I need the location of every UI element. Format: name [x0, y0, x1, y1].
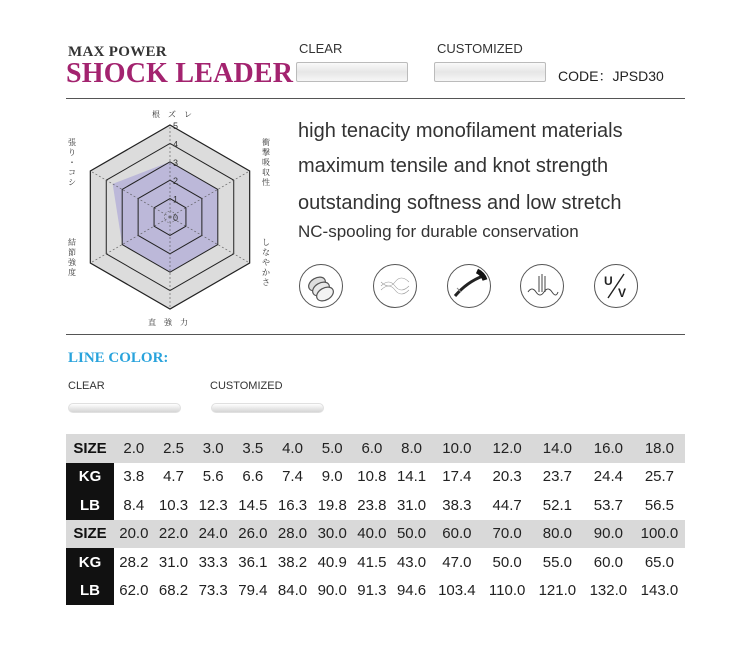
spec-kg-cell: 5.6 [202, 468, 224, 486]
spec-lb-cell: 53.7 [593, 496, 623, 514]
spec-kg-cell: 4.7 [163, 468, 184, 486]
spec-size-cell: 10.0 [431, 434, 482, 463]
clear-option-label: CLEAR [299, 41, 343, 56]
svg-text:吸: 吸 [262, 158, 270, 167]
radar-tick-label: 1 [173, 194, 179, 205]
svg-text:収: 収 [262, 168, 270, 177]
svg-text:衝: 衝 [262, 138, 270, 147]
radar-tick-label: 4 [173, 139, 179, 150]
svg-text:な: な [262, 248, 270, 257]
spec-kg-cell: 14.1 [396, 468, 427, 486]
radar-axis-label [262, 238, 270, 287]
customized-option-label: CUSTOMIZED [437, 41, 523, 56]
spec-table [66, 434, 685, 605]
svg-text:強: 強 [68, 258, 76, 267]
spec-lb-cell: 56.5 [644, 496, 675, 514]
spec-lb-cell: 14.5 [238, 496, 268, 514]
spec-lb-cell: 121.0 [538, 582, 577, 600]
spec-lb-cell: 44.7 [492, 496, 522, 514]
spec-kg-cell: 38.2 [277, 553, 308, 571]
feature-line-2: maximum tensile and knot strength [298, 155, 609, 177]
feature-line-1: high tenacity monofilament materials [298, 120, 623, 142]
feature-line-3: outstanding softness and low stretch [298, 192, 622, 214]
spec-size-cell: 12.0 [482, 434, 532, 463]
radar-axis-label: 根 ズ レ [152, 110, 192, 119]
spec-lb-cell: 52.1 [542, 496, 572, 514]
spec-size-header: SIZE [66, 520, 114, 549]
svg-text:シ: シ [68, 178, 76, 187]
spec-size-cell: 26.0 [233, 520, 273, 549]
svg-text:・: ・ [68, 158, 76, 167]
spec-kg-cell: 40.9 [317, 553, 347, 571]
spec-size-cell: 22.0 [154, 520, 194, 549]
softness-icon [373, 264, 417, 308]
spec-lb-cell: 16.3 [277, 496, 308, 514]
spec-size-cell: 90.0 [583, 520, 634, 549]
spec-lb-cell: 103.4 [438, 582, 476, 600]
spec-size-cell: 6.0 [352, 434, 392, 463]
spec-size-cell: 24.0 [193, 520, 233, 549]
svg-text:節: 節 [68, 248, 76, 257]
svg-text:さ: さ [262, 278, 270, 287]
spec-kg-cell: 41.5 [357, 553, 387, 571]
spec-lb-cell: 110.0 [488, 582, 526, 600]
svg-text:り: り [68, 148, 76, 157]
svg-text:度: 度 [68, 268, 76, 277]
line-color-clear-label: CLEAR [68, 380, 105, 392]
spec-lb-cell: 10.3 [158, 496, 189, 514]
spec-lb-cell: 31.0 [396, 496, 427, 514]
spec-kg-cell: 23.7 [542, 468, 572, 486]
spec-kg-row [66, 463, 685, 492]
svg-text:結: 結 [68, 238, 76, 247]
spec-kg-header: KG [66, 548, 114, 577]
spec-size-cell: 4.0 [273, 434, 313, 463]
radar-tick-label: 0 [173, 213, 179, 223]
spec-kg-cell: 9.0 [321, 468, 343, 486]
performance-radar-chart [60, 105, 280, 330]
spec-size-row [66, 520, 685, 549]
feature-line-4: NC-spooling for durable conservation [298, 222, 579, 241]
spec-lb-cell: 73.3 [198, 582, 228, 600]
spec-kg-cell: 20.3 [492, 468, 522, 486]
spec-kg-cell: 25.7 [644, 468, 675, 486]
spec-size-cell: 50.0 [392, 520, 432, 549]
svg-text:撃: 撃 [262, 148, 270, 157]
radar-tick-label: 2 [173, 176, 179, 187]
spec-kg-cell: 36.1 [238, 553, 268, 571]
customized-spool-swatch[interactable] [434, 62, 546, 82]
spec-lb-row [66, 491, 685, 520]
spec-kg-cell: 17.4 [442, 468, 472, 486]
spec-lb-cell: 62.0 [119, 582, 149, 600]
spec-lb-cell: 91.3 [357, 582, 387, 600]
radar-axis-label [68, 138, 76, 187]
spec-size-cell: 18.0 [634, 434, 685, 463]
spec-kg-cell: 31.0 [158, 553, 189, 571]
line-color-customized-swatch[interactable] [211, 403, 324, 413]
spec-lb-header: LB [66, 491, 114, 520]
spec-lb-cell: 143.0 [640, 582, 679, 600]
radar-axis-label [262, 137, 270, 187]
spec-size-cell: 40.0 [352, 520, 392, 549]
spec-size-cell: 70.0 [482, 520, 532, 549]
product-code: CODE：JPSD30 [558, 68, 664, 84]
section-divider [66, 334, 685, 335]
spec-size-cell: 20.0 [114, 520, 154, 549]
uv-u-letter: U [604, 274, 613, 288]
spec-kg-cell: 55.0 [542, 553, 572, 571]
spec-size-cell: 14.0 [532, 434, 583, 463]
svg-text:か: か [262, 268, 270, 277]
spec-kg-cell: 50.0 [492, 553, 522, 571]
spec-kg-cell: 10.8 [357, 468, 387, 486]
spec-lb-cell: 23.8 [357, 496, 387, 514]
spec-lb-cell: 94.6 [396, 582, 427, 600]
spec-lb-row [66, 577, 685, 606]
clear-spool-swatch[interactable] [296, 62, 408, 82]
uv-v-letter: V [618, 286, 627, 300]
spec-size-cell: 3.0 [193, 434, 233, 463]
spec-size-cell: 5.0 [312, 434, 352, 463]
spec-kg-cell: 7.4 [282, 468, 303, 486]
spec-lb-cell: 84.0 [277, 582, 308, 600]
spec-kg-cell: 33.3 [198, 553, 228, 571]
svg-text:性: 性 [262, 178, 270, 187]
spec-lb-cell: 79.4 [238, 582, 268, 600]
spec-lb-cell: 68.2 [158, 582, 189, 600]
spool-icon [447, 264, 491, 308]
uv-icon [594, 264, 638, 308]
svg-text:し: し [262, 238, 270, 247]
spec-kg-cell: 60.0 [593, 553, 623, 571]
spec-kg-cell: 3.8 [123, 468, 145, 486]
spec-size-cell: 80.0 [532, 520, 583, 549]
radar-axis-label [68, 237, 77, 277]
spec-lb-header: LB [66, 577, 114, 606]
svg-text:や: や [262, 258, 270, 267]
spec-size-cell: 2.5 [154, 434, 194, 463]
spec-kg-row [66, 548, 685, 577]
multifilament-icon [299, 264, 343, 308]
spec-size-cell: 30.0 [312, 520, 352, 549]
spec-lb-cell: 38.3 [442, 496, 472, 514]
spec-kg-cell: 43.0 [396, 553, 427, 571]
spec-lb-cell: 12.3 [198, 496, 228, 514]
spec-size-cell: 100.0 [634, 520, 685, 549]
svg-text:張: 張 [68, 138, 76, 147]
brand-title: SHOCK LEADER [66, 58, 294, 89]
stretch-icon [520, 264, 564, 308]
spec-lb-cell: 19.8 [317, 496, 347, 514]
spec-kg-cell: 65.0 [644, 553, 675, 571]
spec-size-row [66, 434, 685, 463]
spec-kg-cell: 24.4 [593, 468, 623, 486]
spec-size-cell: 3.5 [233, 434, 273, 463]
spec-lb-cell: 90.0 [317, 582, 347, 600]
spec-size-cell: 2.0 [114, 434, 154, 463]
spec-kg-cell: 6.6 [242, 468, 264, 486]
spec-size-header: SIZE [66, 434, 114, 463]
spec-kg-cell: 28.2 [119, 553, 149, 571]
radar-tick-label: 3 [173, 157, 179, 168]
spec-size-cell: 8.0 [392, 434, 432, 463]
header-divider [66, 98, 685, 99]
spec-size-cell: 16.0 [583, 434, 634, 463]
line-color-customized-label: CUSTOMIZED [210, 380, 283, 392]
spec-kg-header: KG [66, 463, 114, 492]
line-color-title: LINE COLOR: [68, 350, 169, 366]
radar-axis-label: 直 強 力 [148, 318, 188, 327]
radar-tick-label: 5 [173, 121, 179, 131]
svg-text:コ: コ [68, 168, 76, 177]
spec-lb-cell: 8.4 [123, 496, 145, 514]
spec-lb-cell: 132.0 [589, 582, 628, 600]
spec-kg-cell: 47.0 [442, 553, 472, 571]
spec-size-cell: 60.0 [431, 520, 482, 549]
line-color-clear-swatch[interactable] [68, 403, 181, 413]
brand-subtitle: MAX POWER [68, 44, 167, 60]
spec-size-cell: 28.0 [273, 520, 313, 549]
